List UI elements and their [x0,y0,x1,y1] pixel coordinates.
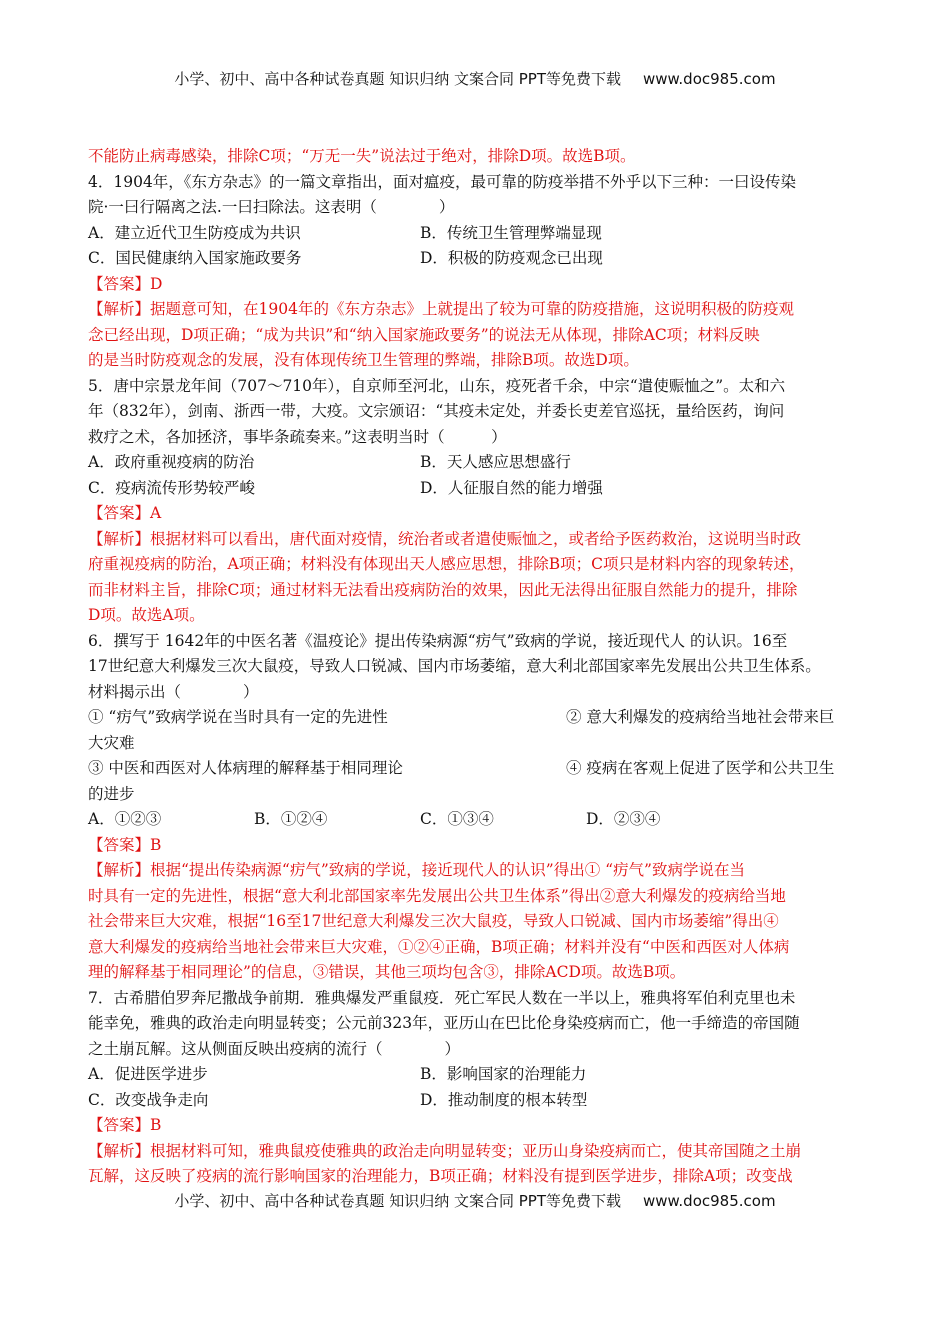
q4-option-d: D．积极的防疫观念已出现 [420,249,603,267]
q6-items-row [88,705,868,731]
q5-answer: 【答案】A [88,504,162,522]
q5-analysis-line: 府重视疫病的防治，A项正确；材料没有体现出天人感应思想，排除B项；C项只是材料内容的现象转述， [88,555,805,573]
page-header [0,68,950,89]
q6-items-row [88,756,868,782]
q6-stem-line: 17世纪意大利爆发三次大鼠疫，导致人口锐减、国内市场萎缩，意大利北部国家率先发展出公共卫生体系。 [88,657,821,675]
q4-stem-line: 院·一曰行隔离之法.一曰扫除法。这表明（ ） [88,198,455,216]
q6-option-d: D．②③④ [586,810,661,828]
q7-analysis-line: 瓦解，这反映了疫病的流行影响国家的治理能力，B项正确；材料没有提到医学进步，排除A项；改变战 [88,1167,793,1185]
q6-analysis-line: 时具有一定的先进性，根据“意大利北部国家率先发展出公共卫生体系”得出②意大利爆发的疫病给当地 [88,886,786,905]
q6-analysis-line: 理的解释基于相同理论”的信息，③错误，其他三项均包含③，排除ACD项。故选B项。 [88,963,686,981]
q7-stem-line: 之土崩瓦解。这从侧面反映出疫病的流行（ ） [88,1039,461,1058]
q5-option-a: A．政府重视疫病的防治 [88,453,255,471]
q6-stem-line: 6．撰写于 1642年的中医名著《温疫论》提出传染病源“疠气”致病的学说，接近现代人 的认识。16至 [88,631,788,650]
q7-option-a: A．促进医学进步 [88,1065,208,1083]
q4-option-a: A．建立近代卫生防疫成为共识 [88,223,301,242]
q5-analysis-line: 而非材料主旨，排除C项；通过材料无法看出疫病防治的效果，因此无法得出征服自然能力的提升，排除 [88,580,798,599]
header-site: www.doc985.com [642,70,776,88]
q6-item-4-cont: 的进步 [88,784,135,803]
q7-analysis-line: 【解析】根据材料可知，雅典鼠疫使雅典的政治走向明显转变；亚历山身染疫病而亡，使其帝国随之土崩 [88,1141,802,1160]
q6-option-a: A．①②③ [88,810,162,828]
header-text: 小学、初中、高中各种试卷真题 知识归纳 文案合同 PPT等免费下载 [174,70,621,88]
q6-stem-line: 材料揭示出（ ） [88,682,259,701]
q4-stem-line: 4．1904年，《东方杂志》的一篇文章指出，面对瘟疫，最可靠的防疫举措不外乎以下三种：一曰设传染 [88,172,797,191]
q7-answer: 【答案】B [88,1116,162,1134]
q6-answer: 【答案】B [88,835,162,854]
q6-option-b: B．①②④ [254,810,328,828]
q7-stem-line: 能幸免，雅典的政治走向明显转变；公元前323年，亚历山在巴比伦身染疫病而亡，他一手缔造的帝国随 [88,1014,800,1032]
q5-options-row [88,450,868,476]
q5-analysis-line: 【解析】根据材料可以看出，唐代面对疫情，统治者或者遣使赈恤之，或者给予医药救治，这说明当时政 [88,529,802,548]
q5-option-d: D．人征服自然的能力增强 [420,478,603,497]
q6-option-c: C．①③④ [420,810,494,828]
q5-analysis-line: D项。故选A项。 [88,606,205,624]
content-body [88,144,868,1190]
q7-stem-line: 7．古希腊伯罗奔尼撒战争前期．雅典爆发严重鼠疫．死亡军民人数在一半以上，雅典将军伯利克里也未 [88,988,796,1007]
question-7 [88,986,868,1190]
q6-item-2: ② 意大利爆发的疫病给当地社会带来巨 [566,708,835,726]
question-4 [88,170,868,374]
q4-options-row [88,221,868,247]
q6-options-row [88,807,868,833]
q6-analysis-line: 意大利爆发的疫病给当地社会带来巨大灾难，①②④正确，B项正确；材料并没有“中医和西医对人体病 [88,937,790,956]
question-6 [88,629,868,986]
q4-option-c: C．国民健康纳入国家施政要务 [88,249,302,267]
q6-analysis-line: 社会带来巨大灾难，根据“16至17世纪意大利爆发三次大鼠疫，导致人口锐减、国内市场萎缩”得出④ [88,912,779,930]
question-5 [88,374,868,629]
q4-analysis-line: 念已经出现，D项正确；“成为共识”和“纳入国家施政要务”的说法无从体现，排除AC项；材料反映 [88,325,760,344]
q7-options-row [88,1062,868,1088]
footer-site: www.doc985.com [642,1192,776,1210]
q7-option-c: C．改变战争走向 [88,1090,209,1109]
q6-item-2-cont: 大灾难 [88,733,135,752]
page-footer [0,1190,950,1211]
q5-option-c: C．疫病流传形势较严峻 [88,478,255,497]
q4-answer: 【答案】D [88,274,163,293]
footer-text: 小学、初中、高中各种试卷真题 知识归纳 文案合同 PPT等免费下载 [174,1192,621,1210]
q6-item-3: ③ 中医和西医对人体病理的解释基于相同理论 [88,759,403,777]
q7-option-b: B．影响国家的治理能力 [420,1065,587,1083]
q5-option-b: B．天人感应思想盛行 [420,453,571,471]
q7-option-d: D．推动制度的根本转型 [420,1090,588,1109]
intro-analysis-line: 不能防止病毒感染，排除C项；“万无一失”说法过于绝对，排除D项。故选B项。 [88,147,636,165]
q5-options-row [88,476,868,502]
q4-analysis-line: 【解析】据题意可知，在1904年的《东方杂志》上就提出了较为可靠的防疫措施，这说明积极的防疫观 [88,300,794,318]
q5-stem-line: 年（832年），剑南、浙西一带，大疫。文宗颁诏：“其疫未定处，并委长吏差官巡抚，量给医药，询问 [88,402,785,420]
q6-item-4: ④ 疫病在客观上促进了医学和公共卫生 [566,759,835,777]
q4-option-b: B．传统卫生管理弊端显现 [420,223,602,242]
q6-item-1: ① “疠气”致病学说在当时具有一定的先进性 [88,708,388,726]
q5-stem-line: 救疗之术，各加拯济，事毕条疏奏来。”这表明当时（ ） [88,427,507,446]
q7-options-row [88,1088,868,1114]
q4-options-row [88,246,868,272]
q5-stem-line: 5．唐中宗景龙年间（707～710年），自京师至河北，山东，疫死者千余，中宗“遣使赈恤之”。太和六 [88,376,786,395]
q6-analysis-line: 【解析】根据“提出传染病源“疠气”致病的学说，接近现代人的认识”得出① “疠气”致病学说在当 [88,861,745,879]
q4-analysis-line: 的是当时防疫观念的发展，没有体现传统卫生管理的弊端，排除B项。故选D项。 [88,351,639,369]
